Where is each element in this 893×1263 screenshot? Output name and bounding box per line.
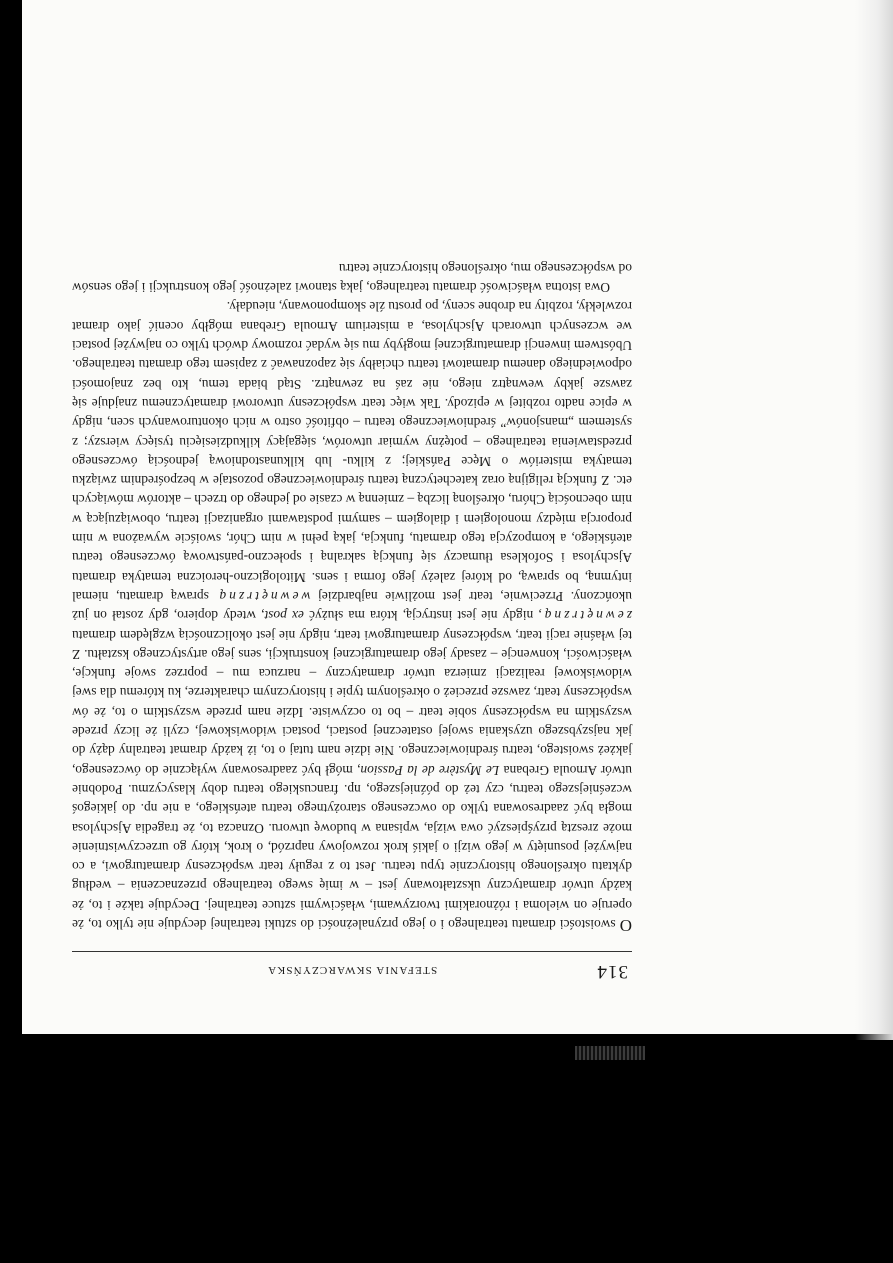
- p1-run-1: Le Mystère de la Passion: [360, 762, 500, 778]
- page-number: 314: [596, 961, 628, 982]
- p1-run-6: , wtedy dopiero, gdy został on już ukończony. Przeciwnie, teatr jest możliwie najbardziej: [71, 588, 632, 624]
- p1-run-8: sprawą dramatu, niemal intymną, bo sprawą, od której zależy jego forma i sens. Mitologiczno-heroiczna tematyka dramatu Ajschylosa i Sofoklesa tłumaczy się funkcją sakralną i społeczno-państwową ówczesnego teatru ateńskiego, a kompozycja tego dramatu, funkcja, jaką pełni w nim Chór, swoiście wyważona w nim proporcja między monologiem i dialogiem – samymi podstawami organizacji teatru, obowiązującą w nim obecnością Chóru, określoną liczbą – zmienną w czasie od jednego do trzech – aktorów mówiących etc. Z funkcją religijną oraz katechetyczną teatru średniowiecznego pozostaje w bezpośrednim związku tematyka misteriów o Męce Pańskiej; z kilku- lub kilkunastodniową jednością ówczesnego przedstawienia teatralnego – potężny wymiar utworów, sięgający kilkudziesięciu tysięcy wierszy; z systemem „mansjonów” średniowiecznego teatru – obfitość ostro w nich okonturowanych scen, nigdy w epice nadto rozbitej w epizody. Tak więc teatr współczesny utworowi dramatycznemu znajduje się zawsze jakby wewnątrz niego, nie zaś na zewnątrz. Stąd biada temu, kto bez znajomości odpowiedniego danemu dramatowi teatru chciałby się zapoznawać z zapisem tego dramatu teatralnego. Ubóstwem inwencji dramaturgicznej mogłyby mu się wydać rozmowy dwóch tylko co najwyżej postaci we wczesnych utworach Ajschylosa, a misterium Arnoula Grebana mógłby ocenić jako dramat rozwlekły, rozbity na drobne sceny, po prostu źle skomponowany, nieudały.: [71, 299, 632, 604]
- paragraph-2: [72, 259, 632, 298]
- p1-run-5: ex post: [264, 608, 304, 624]
- scan-edge-shadow: [855, 0, 893, 1040]
- scan-artifact: [575, 1046, 645, 1060]
- p1-run-0: O swoistości dramatu teatralnego i o jego przynależności do sztuki teatralnej decyduje nie tylko to, że operuje on wieloma i różnorakimi tworzywami, właściwymi sztuce teatralnej. Decyduje także i to, że każdy utwór dramatyczny ukształtowany jest – w imię swego teatralnego przeznaczenia – według dyktatu określonego historycznie typu teatru. Jest to z reguły teatr współczesny dramaturgowi, a co najwyżej posunięty w jego wizji o jakiś krok rozwojowy naprzód, o krok, który go urzeczywistnienie może zresztą przyśpieszyć owa wizja, wpisana w budowę utworu. Oznacza to, że tragedia Ajschylosa mogła być zaadresowana tylko do owczesnego starożytnego teatru ateńskiego, a nie np. do jakiegoś wcześniejszego teatru, czy też do późniejszego, np. francuskiego teatru doby klasycyzmu. Podobnie utwór Arnoula Grebana: [72, 762, 632, 935]
- p1-run-4: , nigdy nie jest instrycją, która ma służyć: [303, 608, 542, 624]
- body-text: [72, 259, 632, 935]
- page-header: [72, 951, 632, 986]
- p1-run-2: , mógł być zaadresowany wyłącznie do ówczesnego, jakżeż swoistego, teatru średniowiecznego. Nie idzie nam tutaj o to, iż każdy dramat teatralny dąży do jak najszybszego uzyskania swojej ostatecznej postaci, postaci widowiskowej, czyli że liczy przede wszystkim na współczesny sobie teatr – bo to oczywiste. Idzie nam przede wszystkim o to, że ów współczesny teatr, zawsze przecież o określonym typie i historycznym charakterze, ku któremu dla swej widowiskowej realizacji zmierza utwór dramatyczny – narzuca mu – poprzez swoje funkcje, właściwości, konwencje – zasady jego dramaturgicznej konstrukcji, sens jego artystycznego kształtu. Z tej właśnie racji teatr, współczesny dramaturgowi teatr, nigdy nie jest okolicznością względem dramatu: [72, 627, 632, 778]
- p1-run-3: zewnętrzną: [541, 608, 632, 624]
- book-page: [72, 88, 632, 986]
- running-head: STEFANIA SKWARCZYŃSKA: [266, 964, 438, 976]
- paragraph-1: [72, 297, 632, 935]
- p2-run-0: Owa istotna właściwość dramatu teatralnego, jaką stanowi zależność jego konstrukcji i jego sensów od współczesnego mu, określonego historycznie teatru: [72, 260, 632, 296]
- p1-run-7: wewnętrzną: [216, 588, 311, 604]
